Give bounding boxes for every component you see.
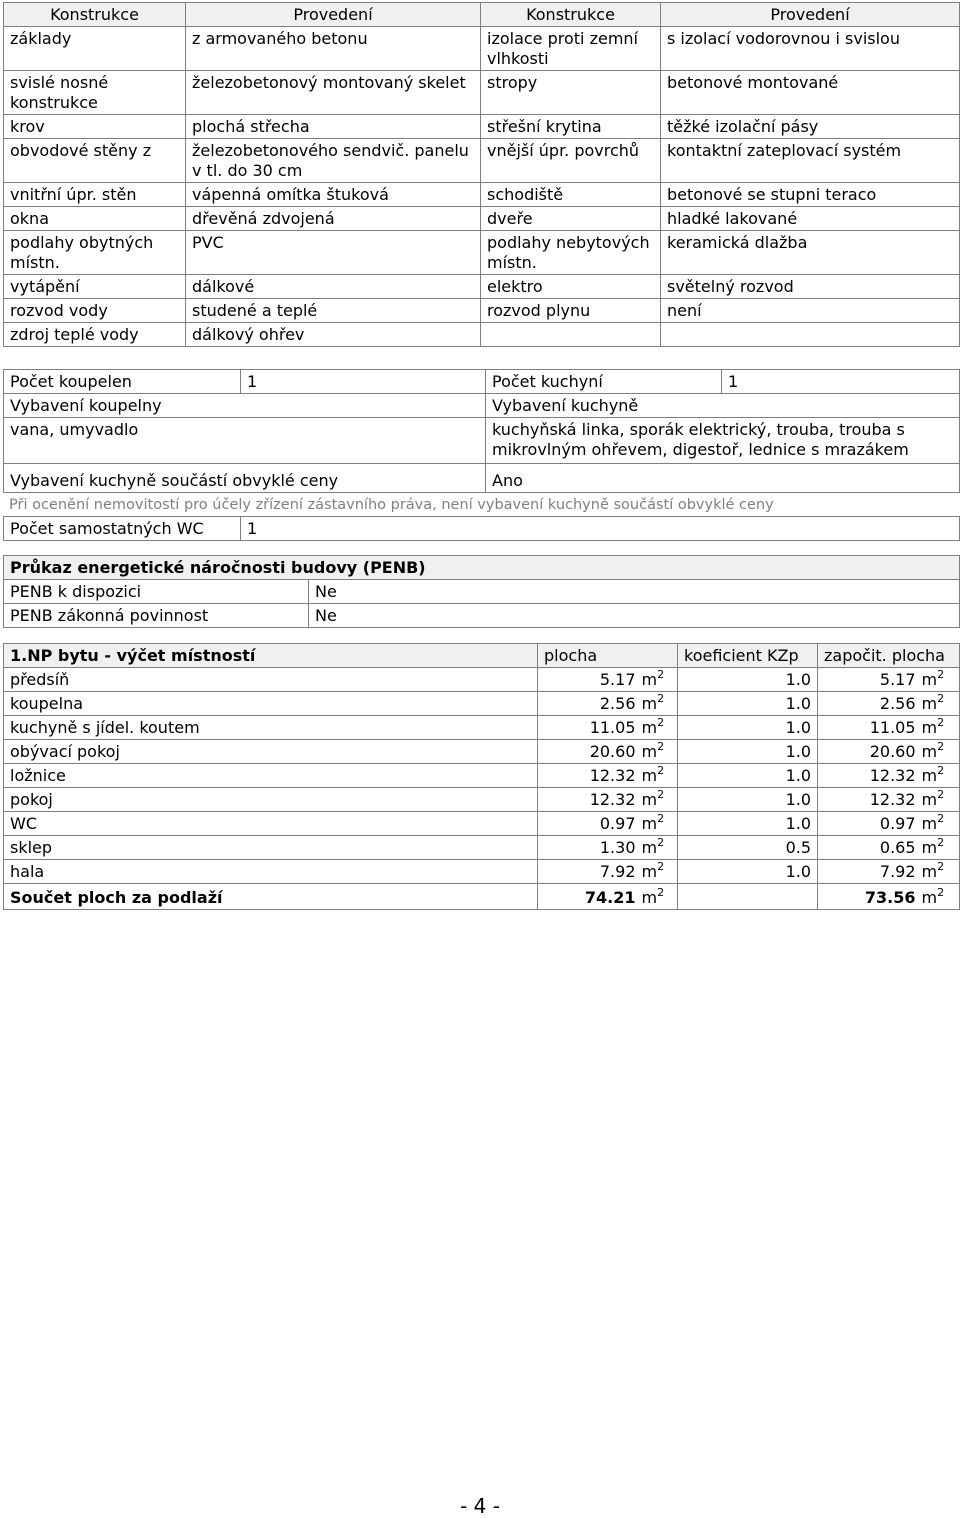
cell: střešní krytina: [481, 115, 661, 139]
room-name: pokoj: [4, 788, 538, 812]
table-row: [4, 788, 960, 812]
kitchen-in-price-label: Vybavení kuchyně součástí obvyklé ceny: [4, 464, 486, 493]
room-counted-area: 0.97: [818, 812, 918, 836]
room-name: ložnice: [4, 764, 538, 788]
wc-label: Počet samostatných WC: [4, 517, 241, 541]
cell: podlahy obytných místn.: [4, 231, 186, 275]
table-row: [4, 764, 960, 788]
cell: rozvod vody: [4, 299, 186, 323]
room-coefficient: 1.0: [678, 860, 818, 884]
table-row: [4, 139, 960, 183]
unit-cell: $m^2$: [638, 812, 678, 836]
cell: krov: [4, 115, 186, 139]
unit-cell: $m^2$: [918, 836, 960, 860]
table-row: [4, 716, 960, 740]
room-counted-area: 12.32: [818, 764, 918, 788]
cell: vnitřní úpr. stěn: [4, 183, 186, 207]
cell: základy: [4, 27, 186, 71]
penb-title: Průkaz energetické náročnosti budovy (PENB): [4, 556, 960, 580]
room-name: obývací pokoj: [4, 740, 538, 764]
cell: studené a teplé: [186, 299, 481, 323]
unit-cell: $m^2$: [918, 716, 960, 740]
cell: izolace proti zemní vlhkosti: [481, 27, 661, 71]
cell: PENB k dispozici: [4, 580, 309, 604]
room-area: 5.17: [538, 668, 638, 692]
cell: dálkové: [186, 275, 481, 299]
unit-cell: $m^2$: [638, 788, 678, 812]
table-row: [4, 394, 960, 418]
unit-cell: $m^2$: [638, 860, 678, 884]
room-coefficient: 1.0: [678, 788, 818, 812]
unit-cell: $m^2$: [638, 716, 678, 740]
table-row: [4, 27, 960, 71]
room-area: 0.97: [538, 812, 638, 836]
header-cell: započit. plocha: [818, 644, 960, 668]
cell: kontaktní zateplovací systém: [661, 139, 960, 183]
cell: Ne: [309, 604, 960, 628]
cell: dálkový ohřev: [186, 323, 481, 347]
bathroom-equipment-value: vana, umyvadlo: [4, 418, 486, 464]
room-counted-area: 0.65: [818, 836, 918, 860]
table-row: [4, 860, 960, 884]
empty-cell: [678, 884, 818, 910]
table-row: [4, 275, 960, 299]
table-row: [4, 299, 960, 323]
cell: PENB zákonná povinnost: [4, 604, 309, 628]
unit-cell: $m^2$: [918, 740, 960, 764]
table-row: [4, 517, 960, 541]
cell: Ne: [309, 580, 960, 604]
kitchens-label: Počet kuchyní: [486, 370, 722, 394]
bathrooms-value: 1: [241, 370, 486, 394]
header-cell: Provedení: [661, 3, 960, 27]
cell: není: [661, 299, 960, 323]
cell: z armovaného betonu: [186, 27, 481, 71]
table-row: [4, 71, 960, 115]
unit-cell: $m^2$: [638, 836, 678, 860]
bathroom-equipment-label: Vybavení koupelny: [4, 394, 486, 418]
cell: keramická dlažba: [661, 231, 960, 275]
cell: dřevěná zdvojená: [186, 207, 481, 231]
table-row: [4, 604, 960, 628]
table-row: [4, 183, 960, 207]
cell: betonové montované: [661, 71, 960, 115]
cell: elektro: [481, 275, 661, 299]
kitchen-in-price-value: Ano: [486, 464, 960, 493]
room-name: WC: [4, 812, 538, 836]
room-coefficient: 1.0: [678, 764, 818, 788]
kitchen-equipment-label: Vybavení kuchyně: [486, 394, 960, 418]
room-name: předsíň: [4, 668, 538, 692]
header-cell: plocha: [538, 644, 678, 668]
table-row: [4, 668, 960, 692]
room-area: 12.32: [538, 788, 638, 812]
cell: světelný rozvod: [661, 275, 960, 299]
room-coefficient: 1.0: [678, 692, 818, 716]
total-counted: 73.56: [818, 884, 918, 910]
room-area: 2.56: [538, 692, 638, 716]
cell: s izolací vodorovnou i svislou: [661, 27, 960, 71]
room-area: 12.32: [538, 764, 638, 788]
unit-cell: $m^2$: [638, 668, 678, 692]
table-row: [4, 740, 960, 764]
room-counted-area: 11.05: [818, 716, 918, 740]
room-counted-area: 2.56: [818, 692, 918, 716]
cell: železobetonového sendvič. panelu v tl. do 30 cm: [186, 139, 481, 183]
room-counted-area: 5.17: [818, 668, 918, 692]
unit-cell: $m^2$: [918, 860, 960, 884]
cell: zdroj teplé vody: [4, 323, 186, 347]
table-row: [4, 580, 960, 604]
cell: podlahy nebytových místn.: [481, 231, 661, 275]
page-number: - 4 -: [460, 1494, 500, 1518]
wc-value: 1: [241, 517, 960, 541]
cell: stropy: [481, 71, 661, 115]
table-row: [4, 692, 960, 716]
table-row: [4, 323, 960, 347]
penb-table: [3, 555, 960, 628]
header-cell: Konstrukce: [481, 3, 661, 27]
rooms-total-row: [4, 884, 960, 910]
room-coefficient: 1.0: [678, 716, 818, 740]
rooms-table: [3, 643, 960, 910]
table-row: [4, 464, 960, 493]
table-row: [4, 812, 960, 836]
room-coefficient: 1.0: [678, 812, 818, 836]
unit-cell: $m^2$: [918, 812, 960, 836]
unit-cell: $m^2$: [918, 692, 960, 716]
cell: plochá střecha: [186, 115, 481, 139]
room-coefficient: 1.0: [678, 740, 818, 764]
kitchen-note: Při ocenění nemovitostí pro účely zřízení zástavního práva, není vybavení kuchyně součástí obvyklé ceny: [9, 497, 774, 513]
cell: betonové se stupni teraco: [661, 183, 960, 207]
room-area: 20.60: [538, 740, 638, 764]
unit-cell: $m^2$: [918, 788, 960, 812]
cell: obvodové stěny z: [4, 139, 186, 183]
unit-cell: $m^2$: [638, 764, 678, 788]
unit-cell: $m^2$: [918, 764, 960, 788]
cell: hladké lakované: [661, 207, 960, 231]
cell: vápenná omítka štuková: [186, 183, 481, 207]
unit-cell: $m^2$: [638, 740, 678, 764]
kitchen-equipment-value: kuchyňská linka, sporák elektrický, trouba, trouba s mikrovlným ohřevem, digestoř, lednice s mrazákem: [486, 418, 960, 464]
room-counted-area: 12.32: [818, 788, 918, 812]
construction-header-row: [4, 3, 960, 27]
equipment-table: [3, 369, 960, 493]
unit-cell: $m^2$: [638, 884, 678, 910]
cell: okna: [4, 207, 186, 231]
room-name: kuchyně s jídel. koutem: [4, 716, 538, 740]
table-row: [4, 207, 960, 231]
cell: [661, 323, 960, 347]
rooms-header-row: [4, 644, 960, 668]
total-label: Součet ploch za podlaží: [4, 884, 538, 910]
room-name: sklep: [4, 836, 538, 860]
room-coefficient: 1.0: [678, 668, 818, 692]
unit-cell: $m^2$: [638, 692, 678, 716]
table-row: [4, 115, 960, 139]
bathrooms-label: Počet koupelen: [4, 370, 241, 394]
rooms-header-title: 1.NP bytu - výčet místností: [4, 644, 538, 668]
unit-cell: $m^2$: [918, 668, 960, 692]
cell: vytápění: [4, 275, 186, 299]
room-area: 1.30: [538, 836, 638, 860]
room-name: koupelna: [4, 692, 538, 716]
room-name: hala: [4, 860, 538, 884]
cell: PVC: [186, 231, 481, 275]
wc-table: [3, 516, 960, 541]
cell: svislé nosné konstrukce: [4, 71, 186, 115]
cell: schodiště: [481, 183, 661, 207]
total-area: 74.21: [538, 884, 638, 910]
room-area: 11.05: [538, 716, 638, 740]
cell: vnější úpr. povrchů: [481, 139, 661, 183]
penb-title-row: [4, 556, 960, 580]
cell: těžké izolační pásy: [661, 115, 960, 139]
cell: železobetonový montovaný skelet: [186, 71, 481, 115]
header-cell: koeficient KZp: [678, 644, 818, 668]
room-coefficient: 0.5: [678, 836, 818, 860]
table-row: [4, 836, 960, 860]
unit-cell: $m^2$: [918, 884, 960, 910]
room-counted-area: 20.60: [818, 740, 918, 764]
room-counted-area: 7.92: [818, 860, 918, 884]
header-cell: Konstrukce: [4, 3, 186, 27]
cell: rozvod plynu: [481, 299, 661, 323]
room-area: 7.92: [538, 860, 638, 884]
table-row: [4, 370, 960, 394]
cell: [481, 323, 661, 347]
cell: dveře: [481, 207, 661, 231]
construction-table: [3, 2, 960, 347]
header-cell: Provedení: [186, 3, 481, 27]
table-row: [4, 418, 960, 464]
kitchens-value: 1: [722, 370, 960, 394]
table-row: [4, 231, 960, 275]
